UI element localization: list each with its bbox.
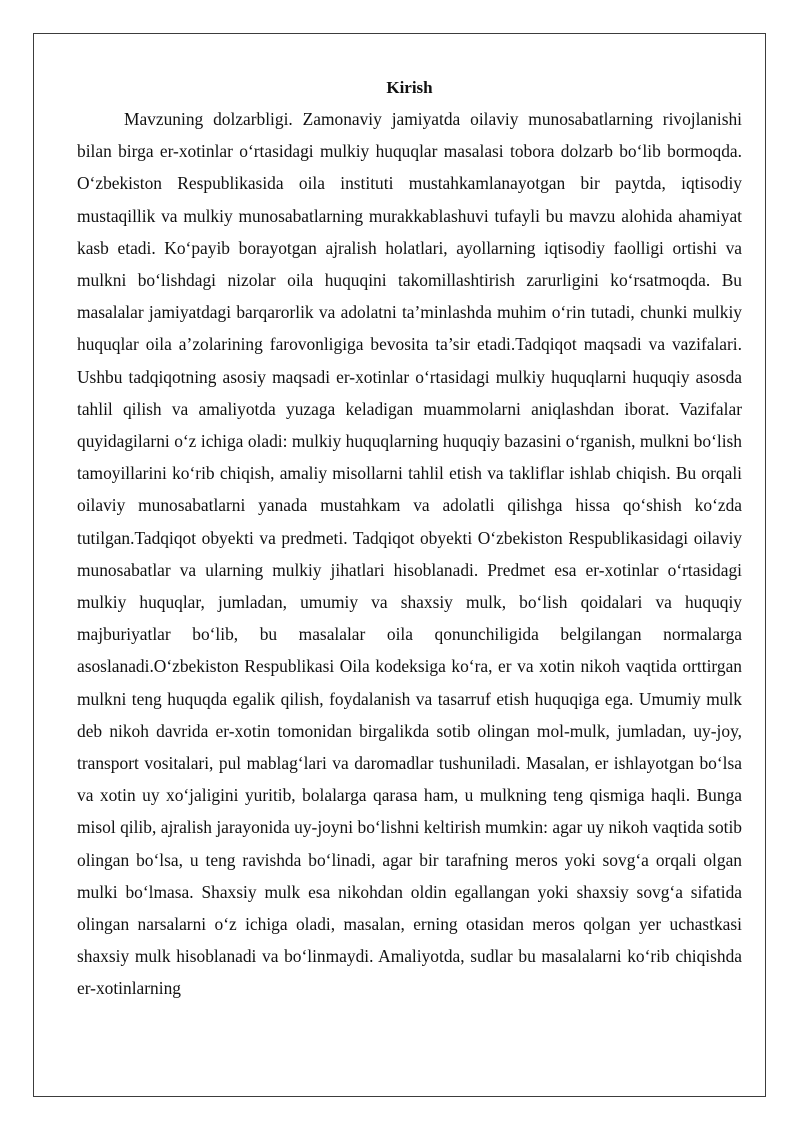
document-body xyxy=(77,74,742,1005)
document-title: Kirish xyxy=(386,78,433,97)
body-paragraph: Mavzuning dolzarbligi. Zamonaviy jamiyatda oilaviy munosabatlarning rivojlanishi bilan birga er-xotinlar oʻrtasidagi mulkiy huquqlar masalasi tobora dolzarb boʻlib bormoqda. Oʻzbekiston Respublikasida oila instituti mustahkamlanayotgan bir paytda, iqtisodiy mustaqillik va mulkiy munosabatlarning murakkablashuvi tufayli bu mavzu alohida ahamiyat kasb etadi. Koʻpayib borayotgan ajralish holatlari, ayollarning iqtisodiy faolligi ortishi va mulkni boʻlishdagi nizolar oila huquqini takomillashtirish zarurligini koʻrsatmoqda. Bu masalalar jamiyatdagi barqarorlik va adolatni ta’minlashda muhim oʻrin tutadi, chunki mulkiy huquqlar oila a’zolarining farovonligiga bevosita ta’sir etadi.Tadqiqot maqsadi va vazifalari. Ushbu tadqiqotning asosiy maqsadi er-xotinlar oʻrtasidagi mulkiy huquqlarni huquqiy asosda tahlil qilish va amaliyotda yuzaga keladigan muammolarni aniqlashdan iborat. Vazifalar quyidagilarni oʻz ichiga oladi: mulkiy huquqlarning huquqiy bazasini oʻrganish, mulkni boʻlish tamoyillarini koʻrib chiqish, amaliy misollarni tahlil etish va takliflar ishlab chiqish. Bu orqali oilaviy munosabatlarni yanada mustahkam va adolatli qilishga hissa qoʻshish koʻzda tutilgan.Tadqiqot obyekti va predmeti. Tadqiqot obyekti Oʻzbekiston Respublikasidagi oilaviy munosabatlar va ularning mulkiy jihatlari hisoblanadi. Predmet esa er-xotinlar oʻrtasidagi mulkiy huquqlar, jumladan, umumiy va shaxsiy mulk, boʻlish qoidalari va huquqiy majburiyatlar boʻlib, bu masalalar oila qonunchiligida belgilangan normalarga asoslanadi.Oʻzbekiston Respublikasi Oila kodeksiga koʻra, er va xotin nikoh vaqtida orttirgan mulkni teng huquqda egalik qilish, foydalanish va tasarruf etish huquqiga ega. Umumiy mulk deb nikoh davrida er-xotin tomonidan birgalikda sotib olingan mol-mulk, jumladan, uy-joy, transport vositalari, pul mablagʻlari va daromadlar tushuniladi. Masalan, er ishlayotgan boʻlsa va xotin uy xoʻjaligini yuritib, bolalarga qarasa ham, u mulkning teng qismiga haqli. Bunga misol qilib, ajralish jarayonida uy-joyni boʻlishni keltirish mumkin: agar uy nikoh vaqtida sotib olingan boʻlsa, u teng ravishda boʻlinadi, agar bir tarafning meros yoki sovgʻa orqali olgan mulki boʻlmasa. Shaxsiy mulk esa nikohdan oldin egallangan yoki shaxsiy sovgʻa sifatida olingan narsalarni oʻz ichiga oladi, masalan, erning otasidan meros qolgan yer uchastkasi shaxsiy mulk hisoblanadi va boʻlinmaydi. Amaliyotda, sudlar bu masalalarni koʻrib chiqishda er-xotinlarning xyxy=(77,109,742,999)
